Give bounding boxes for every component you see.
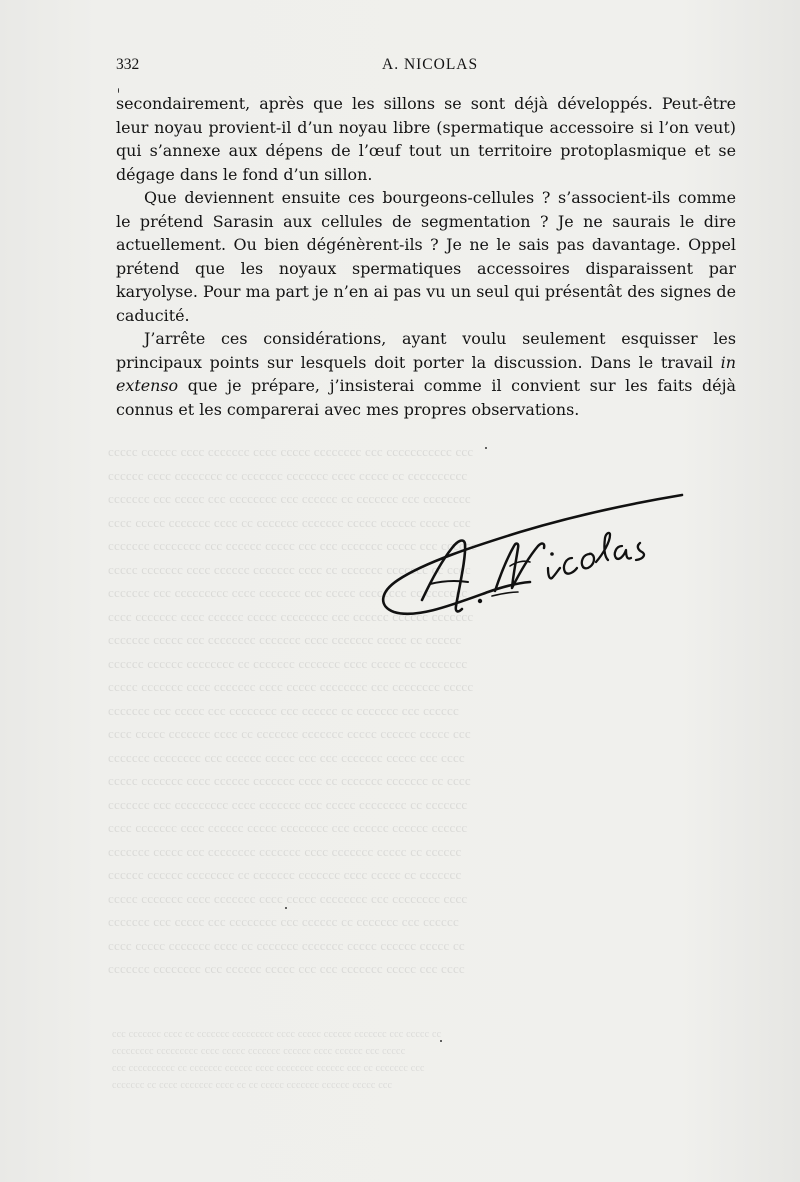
paragraph-3-text-b: que je prépare, j’insisterai comme il convient sur les faits déjà connus et les comparerai avec mes propres observations.	[116, 376, 736, 419]
running-header	[116, 56, 736, 78]
paragraph-3-emphasis: in extenso	[116, 352, 736, 395]
show-through-texture: ccccc cccccc cccc ccccccc cccc ccccc cccccccc ccc ccccccccccc ccc cccccc cccc cccccccc cc ccccccc ccccccc cccc ccccc cc cccccccccc ccccccc ccc ccccc ccc cccccccc ccc cccccc cc ccccccc ccc cccccccc cccc ccccc ccccccc cccc cc ccccccc ccccccc ccccc cccccc ccccc ccc ccccccc cccccccc ccc cccccc ccccc ccc ccc ccccccc ccccc ccc cccccc ccccc ccccccc cccc cccccc ccccccc cccc cc ccccccc ccccccc cc cccc ccccccc ccc ccccccccc cccc ccccccc ccc ccccc cccccccc cc ccccccc cccc ccccccc cccc cccccc ccccc cccccccc ccc cccccc cccccc ccccccc ccccccc ccccc ccc cccccccc ccccccc cccc ccccccc ccccc cc cccccc cccccc cccccc cccccccc cc ccccccc ccccccc cccc ccccc cc cccccccc ccccc ccccccc cccc ccccccc cccc ccccc cccccccc ccc cccccccc ccccc ccccccc ccc ccccc ccc cccccccc ccc cccccc cc ccccccc ccc cccccc cccc ccccc ccccccc cccc cc ccccccc ccccccc ccccc cccccc ccccc ccc ccccccc cccccccc ccc cccccc ccccc ccc ccc ccccccc ccccc ccc cccc ccccc ccccccc cccc cccccc ccccccc cccc cc ccccccc ccccccc cc cccc ccccccc ccc ccccccccc cccc ccccccc ccc ccccc cccccccc cc ccccccc cccc ccccccc cccc cccccc ccccc cccccccc ccc cccccc cccccc cccccc ccccccc ccccc ccc cccccccc ccccccc cccc ccccccc ccccc cc cccccc cccccc cccccc cccccccc cc ccccccc ccccccc cccc ccccc cc ccccccc ccccc ccccccc cccc ccccccc cccc ccccc cccccccc ccc cccccccc cccc ccccccc ccc ccccc ccc cccccccc ccc cccccc cc ccccccc ccc cccccc cccc ccccc ccccccc cccc cc ccccccc ccccccc ccccc cccccc ccccc cc ccccccc cccccccc ccc cccccc ccccc ccc ccc ccccccc ccccc ccc cccc	[108, 444, 477, 976]
paragraph-2: Que deviennent ensuite ces bourgeons-cellules ? s’associent-ils comme le prétend Sarasin aux cellules de segmentation ? Je ne saurais le dire actuellement. Ou bien dégénèrent-ils ? Je ne le sais pas davantage. Oppel prétend que les noyaux spermatiques accessoires disparaissent par karyolyse. Pour ma part je n’en ai pas vu un seul qui présentât des signes de caducité.	[116, 188, 736, 325]
page-number: 332	[116, 56, 140, 73]
paragraph-3	[116, 327, 736, 421]
paper-speck	[285, 907, 287, 909]
body-text	[116, 92, 736, 421]
paper-speck	[485, 447, 487, 449]
paper-speck	[440, 1040, 442, 1042]
paper-speck	[118, 88, 119, 93]
show-through-footnotes: ccc ccccccc cccc cc ccccccc ccccccccc cccc ccccc cccccc ccccccc ccc ccccc cc ccccccccc ccccccccc cccc ccccc ccccccc cccccc cccc cccccc ccc ccccc ccc cccccccccc cc ccccccc cccccc cccc cccccccc cccccc ccc cc ccccccc ccc ccccccc cc cccc ccccccc cccc cc cc ccccc ccccccc cccccc ccccc ccc	[112, 1029, 442, 1091]
paragraph-1: secondairement, après que les sillons se sont déjà développés. Peut-être leur noyau provient-il d’un noyau libre (spermatique accessoire si l’on veut) qui s’annexe aux dépens de l’œuf tout un territoire protoplasmique et se dégage dans le fond d’un sillon.	[116, 94, 736, 184]
running-head-author: A. NICOLAS	[382, 56, 479, 73]
paragraph-3-text-a: J’arrête ces considérations, ayant voulu seulement esquisser les principaux points sur lesquels doit porter la discussion. Dans le travail	[116, 329, 736, 372]
handwritten-signature	[370, 488, 690, 623]
